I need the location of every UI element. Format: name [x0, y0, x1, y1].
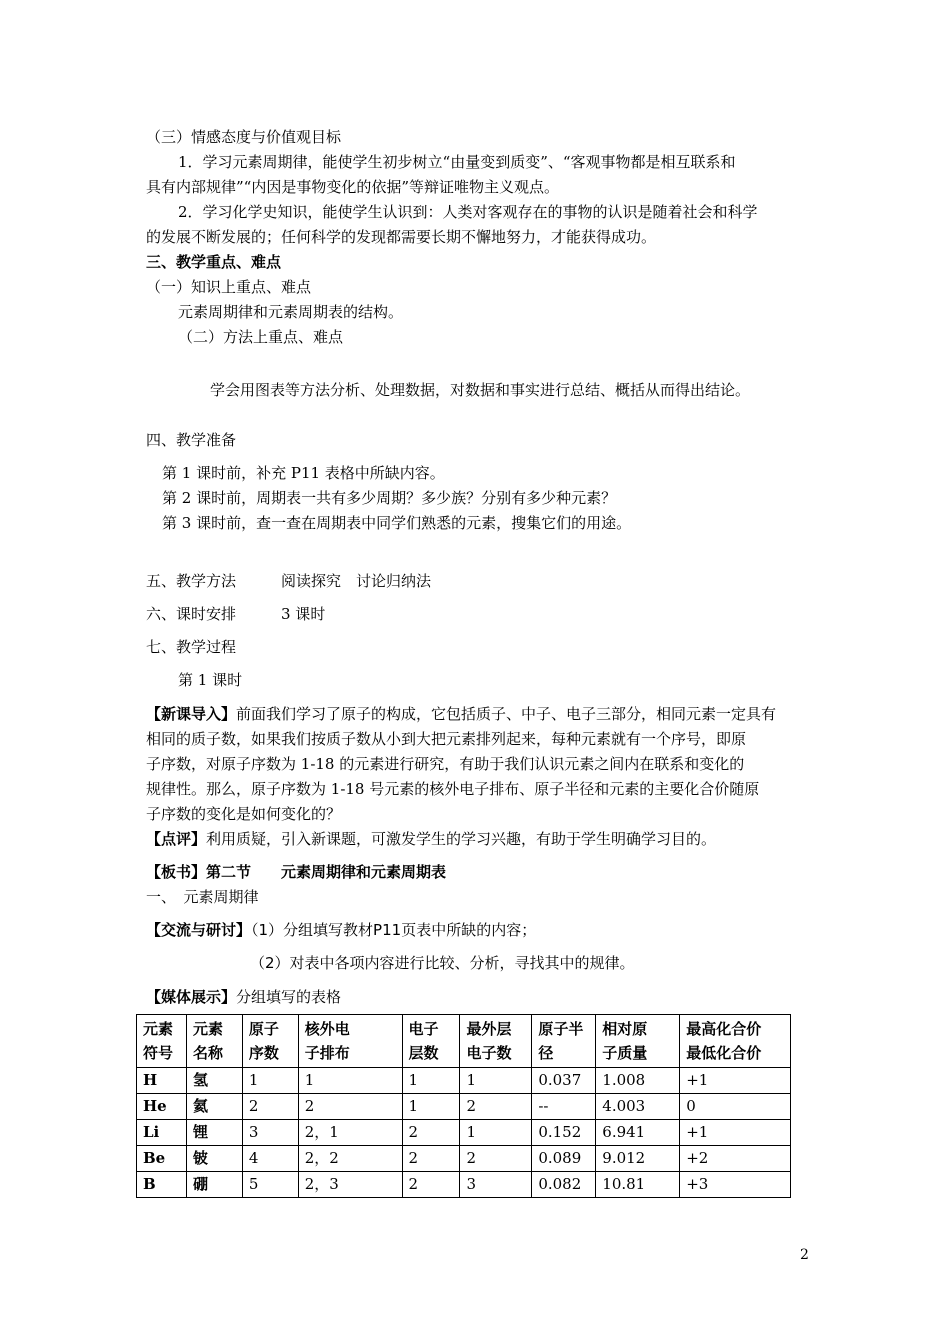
table-cell: 1.008	[596, 1068, 680, 1094]
table-cell: +3	[680, 1172, 791, 1198]
table-cell: 硼	[186, 1172, 242, 1198]
table-cell: 4.003	[596, 1094, 680, 1120]
table-cell: 铍	[186, 1146, 242, 1172]
header-cell: 最高化合价 最低化合价	[680, 1015, 791, 1068]
text: 利用质疑，引入新课题，可激发学生的学习兴趣，有助于学生明确学习目的。	[206, 830, 717, 848]
line: （三）情感态度与价值观目标	[146, 128, 342, 146]
table-cell: 2，1	[298, 1120, 402, 1146]
heading: 六、课时安排 3 课时	[146, 605, 326, 623]
text: 分组填写的表格	[236, 988, 342, 1006]
table-cell: 2	[242, 1094, 298, 1120]
table-cell: Be	[137, 1146, 187, 1172]
line: 规律性。那么，原子序数为 1-18 号元素的核外电子排布、原子半径和元素的主要化合价随原	[146, 780, 760, 798]
heading: 三、教学重点、难点	[146, 253, 282, 271]
table-cell: He	[137, 1094, 187, 1120]
table-cell: 3	[242, 1120, 298, 1146]
line: 学会用图表等方法分析、处理数据，对数据和事实进行总结、概括从而得出结论。	[210, 381, 751, 399]
line: 第 1 课时	[178, 671, 243, 689]
line: （2）对表中各项内容进行比较、分析，寻找其中的规律。	[250, 954, 635, 972]
table-cell: --	[532, 1094, 596, 1120]
line	[146, 704, 776, 724]
table-cell: 0.152	[532, 1120, 596, 1146]
section-tag: 【点评】	[146, 830, 207, 848]
table-row	[137, 1146, 791, 1172]
line: 相同的质子数，如果我们按质子数从小到大把元素排列起来，每种元素就有一个序号，即原	[146, 730, 747, 748]
section-tag: 【媒体展示】	[146, 988, 237, 1006]
table-cell: 0.089	[532, 1146, 596, 1172]
line	[146, 829, 716, 849]
table-cell: 氦	[186, 1094, 242, 1120]
table-cell: 1	[460, 1068, 532, 1094]
header-cell: 原子 序数	[242, 1015, 298, 1068]
table-cell: 2，2	[298, 1146, 402, 1172]
line	[146, 987, 341, 1007]
heading: 七、教学过程	[146, 638, 237, 656]
board-title: 【板书】第二节 元素周期律和元素周期表	[146, 863, 447, 881]
table-cell: 氢	[186, 1068, 242, 1094]
page-number: 2	[800, 1247, 809, 1263]
line: 子序数，对原子序数为 1-18 的元素进行研究，有助于我们认识元素之间内在联系和变化的	[146, 755, 745, 773]
line: 第 1 课时前，补充 P11 表格中所缺内容。	[162, 464, 445, 482]
table-cell: 1	[402, 1068, 460, 1094]
heading: 四、教学准备	[146, 431, 237, 449]
table-cell: 1	[460, 1120, 532, 1146]
line: 元素周期律和元素周期表的结构。	[178, 303, 404, 321]
header-cell: 元素 名称	[186, 1015, 242, 1068]
table-cell: 2	[402, 1120, 460, 1146]
table-cell: 2，3	[298, 1172, 402, 1198]
element-table	[136, 1014, 791, 1198]
table-header-row	[137, 1015, 791, 1068]
table-cell: 0.082	[532, 1172, 596, 1198]
line: 1．学习元素周期律，能使学生初步树立“由量变到质变”、“客观事物都是相互联系和	[178, 153, 736, 171]
table-cell: 2	[460, 1094, 532, 1120]
table-cell: 5	[242, 1172, 298, 1198]
table-cell: Li	[137, 1120, 187, 1146]
line: 2．学习化学史知识，能使学生认识到：人类对客观存在的事物的认识是随着社会和科学	[178, 203, 758, 221]
header-cell: 电子 层数	[402, 1015, 460, 1068]
table-cell: 2	[402, 1172, 460, 1198]
section-tag: 【新课导入】	[146, 705, 237, 723]
line: （二）方法上重点、难点	[178, 328, 344, 346]
table-row	[137, 1120, 791, 1146]
header-cell: 核外电 子排布	[298, 1015, 402, 1068]
table-row	[137, 1068, 791, 1094]
line: 第 2 课时前，周期表一共有多少周期？多少族？分别有多少种元素？	[162, 489, 617, 507]
line: 子序数的变化是如何变化的？	[146, 805, 342, 823]
table-cell: 0.037	[532, 1068, 596, 1094]
table-cell: 2	[298, 1094, 402, 1120]
section-tag: 【交流与研讨】	[146, 921, 252, 939]
text: 前面我们学习了原子的构成，它包括质子、中子、电子三部分，相同元素一定具有	[236, 705, 777, 723]
table-cell: H	[137, 1068, 187, 1094]
text: （1）分组填写教材P11页表中所缺的内容；	[251, 921, 537, 939]
header-cell: 原子半 径	[532, 1015, 596, 1068]
header-cell: 相对原 子质量	[596, 1015, 680, 1068]
header-cell: 元素 符号	[137, 1015, 187, 1068]
table-row	[137, 1094, 791, 1120]
line: 具有内部规律”“内因是事物变化的依据”等辩证唯物主义观点。	[146, 178, 560, 196]
line: （一）知识上重点、难点	[146, 278, 312, 296]
table-cell: 0	[680, 1094, 791, 1120]
table-cell: +1	[680, 1068, 791, 1094]
table-cell: +2	[680, 1146, 791, 1172]
table-cell: 2	[460, 1146, 532, 1172]
line: 第 3 课时前，查一查在周期表中同学们熟悉的元素，搜集它们的用途。	[162, 514, 632, 532]
table-cell: 1	[402, 1094, 460, 1120]
table-cell: +1	[680, 1120, 791, 1146]
heading: 五、教学方法 阅读探究 讨论归纳法	[146, 572, 432, 590]
table-cell: 锂	[186, 1120, 242, 1146]
line: 的发展不断发展的；任何科学的发现都需要长期不懈地努力，才能获得成功。	[146, 228, 657, 246]
header-cell: 最外层 电子数	[460, 1015, 532, 1068]
table-cell: 1	[298, 1068, 402, 1094]
table-cell: 6.941	[596, 1120, 680, 1146]
table-cell: 9.012	[596, 1146, 680, 1172]
table-cell: 10.81	[596, 1172, 680, 1198]
table-cell: 1	[242, 1068, 298, 1094]
table-cell: B	[137, 1172, 187, 1198]
line	[146, 920, 536, 940]
line: 一、 元素周期律	[146, 888, 259, 906]
table-row	[137, 1172, 791, 1198]
table-cell: 3	[460, 1172, 532, 1198]
table-cell: 4	[242, 1146, 298, 1172]
table-cell: 2	[402, 1146, 460, 1172]
